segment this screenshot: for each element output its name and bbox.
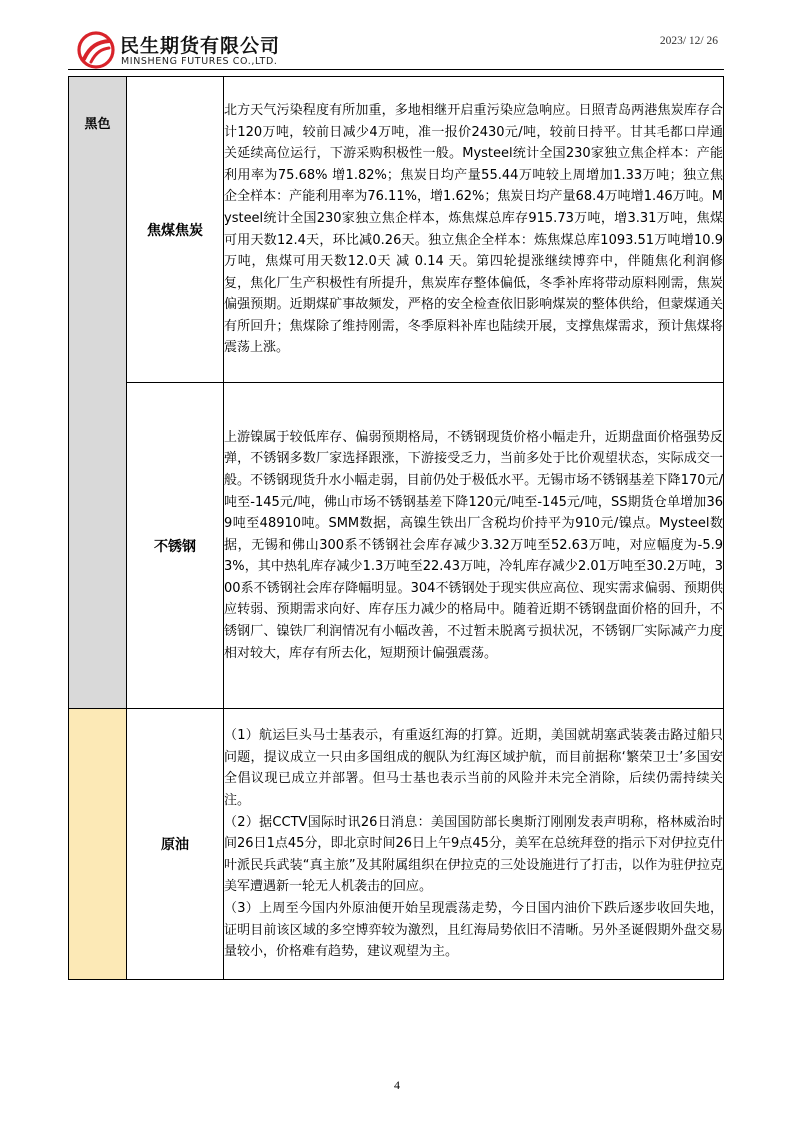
row-name-coking-coal: 焦煤焦炭 — [127, 77, 224, 383]
commodity-table — [68, 76, 724, 980]
table-row — [69, 709, 724, 980]
crude-oil-paragraph-2: （2）据CCTV国际时讯26日消息：美国国防部长奥斯汀刚刚发表声明称，格林威治时间26日1点45分，即北京时间26日上午9点45分，美军在总统拜登的指示下对伊拉克什叶派民兵武装“真主旅”及其附属组织在伊拉克的三处设施进行了打击，以作为驻伊拉克美军遭遇新一轮无人机袭击的回应。 — [224, 814, 723, 895]
table-row — [69, 383, 724, 709]
table-row — [69, 77, 724, 383]
crude-oil-paragraph-3: （3）上周至今国内外原油便开始呈现震荡走势，今日国内油价下跌后逐步收回失地，证明目前该区域的多空博弈较为激烈，且红海局势依旧不清晰。另外圣诞假期外盘交易量较小，价格难有趋势，建议观望为主。 — [224, 900, 723, 960]
crude-oil-paragraph-1: （1）航运巨头马士基表示，有重返红海的打算。近期，美国就胡塞武装袭击路过船只问题，提议成立一只由多国组成的舰队为红海区域护航，而目前据称‘繁荣卫士’多国安全倡议现已成立并部署。但马士基也表示当前的风险并未完全消除，后续仍需持续关注。 — [224, 728, 723, 809]
row-text-crude-oil — [224, 709, 724, 980]
page-header — [0, 0, 794, 70]
page-number: 4 — [394, 1078, 400, 1092]
company-name-en: MINSHENG FUTURES CO.,LTD. — [121, 56, 278, 67]
minsheng-logo-icon — [76, 30, 116, 70]
report-date: 2023/ 12/ 26 — [659, 35, 718, 47]
row-text-stainless-steel: 上游镍属于较低库存、偏弱预期格局，不锈钢现货价格小幅走升，近期盘面价格强势反弹，不锈钢多数厂家选择跟涨，下游接受乏力，当前多处于比价观望状态，实际成交一般。不锈钢现货升水小幅走弱，目前仍处于极低水平。无锡市场不锈钢基差下降170元/吨至-145元/吨，佛山市场不锈钢基差下降120元/吨至-145元/吨，SS期货仓单增加369吨至48910吨。SMM数据，高镍生铁出厂含税均价持平为910元/镍点。Mysteel数据，无锡和佛山300系不锈钢社会库存减少3.32万吨至52.63万吨，对应幅度为-5.93%，其中热轧库存减少1.3万吨至22.43万吨，冷轧库存减少2.01万吨至30.2万吨，300系不锈钢社会库存降幅明显。304不锈钢处于现实供应高位、现实需求偏弱、预期供应转弱、预期需求向好、库存压力减少的格局中。随着近期不锈钢盘面价格的回升，不锈钢厂、镍铁厂利润情况有小幅改善，不过暂未脱离亏损状况，不锈钢厂实际减产力度相对较大，库存有所去化，短期预计偏强震荡。 — [224, 383, 724, 709]
company-name-cn: 民生期货有限公司 — [120, 35, 281, 57]
row-name-crude-oil: 原油 — [127, 709, 224, 980]
category-energy — [69, 709, 127, 980]
row-name-stainless-steel: 不锈钢 — [127, 383, 224, 709]
category-black: 黑色 — [69, 77, 127, 709]
header-divider — [68, 69, 724, 70]
row-text-coking-coal: 北方天气污染程度有所加重，多地相继开启重污染应急响应。日照青岛两港焦炭库存合计120万吨，较前日减少4万吨，准一报价2430元/吨，较前日持平。甘其毛都口岸通关延续高位运行，下游采购积极性一般。Mysteel统计全国230家独立焦企样本：产能利用率为75.68% 增1.82%；焦炭日均产量55.44万吨较上周增加1.33万吨；独立焦企全样本：产能利用率为76.11%，增1.62%；焦炭日均产量68.4万吨增1.46万吨。Mysteel统计全国230家独立焦企样本，炼焦煤总库存915.73万吨，增3.31万吨，焦煤可用天数12.4天，环比减0.26天。独立焦企全样本：炼焦煤总库1093.51万吨增10.9万吨，焦煤可用天数12.0天 减 0.14 天。第四轮提涨继续博弈中，伴随焦化利润修复，焦化厂生产积极性有所提升，焦炭库存整体偏低，冬季补库将带动原料刚需，焦炭偏强预期。近期煤矿事故频发，严格的安全检查依旧影响煤炭的整体供给，但蒙煤通关有所回升；焦煤除了维持刚需，冬季原料补库也陆续开展，支撑焦煤需求，预计焦煤将震荡上涨。 — [224, 77, 724, 383]
